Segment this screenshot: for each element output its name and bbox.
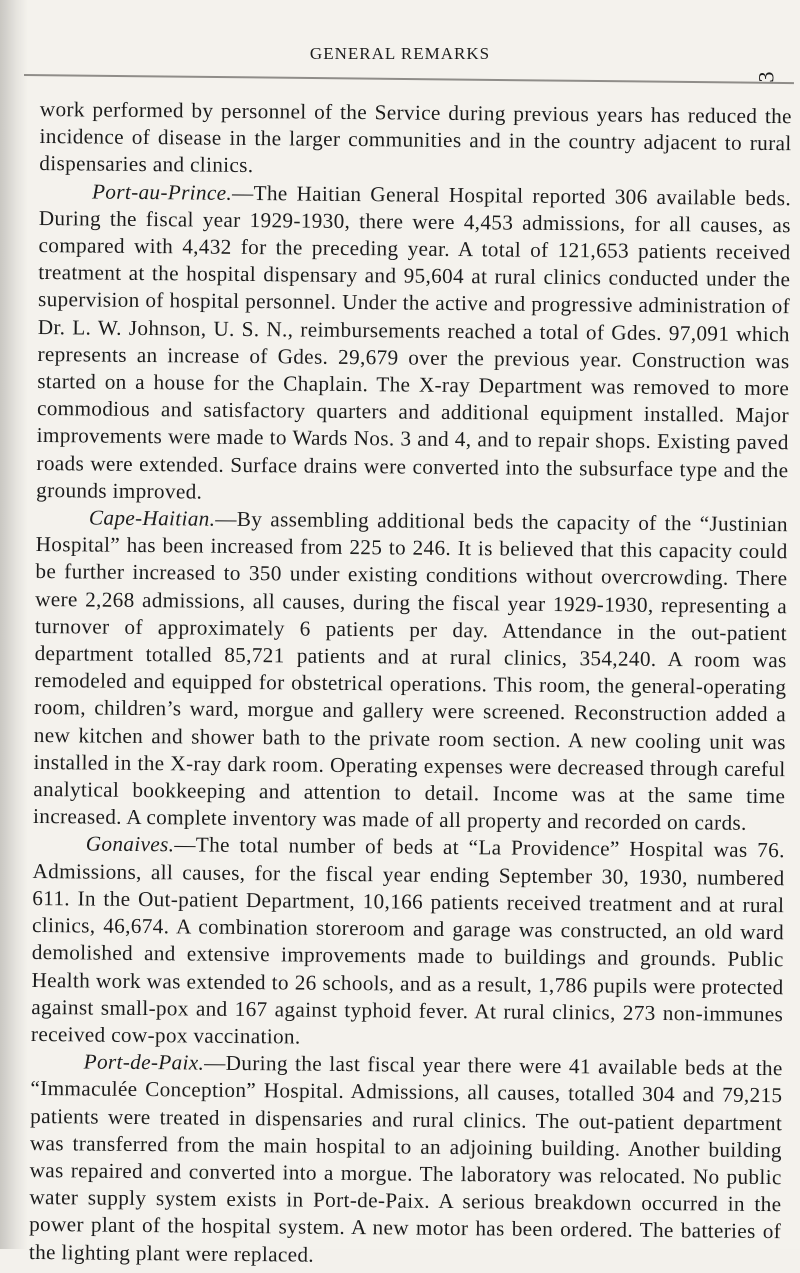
place-heading: Gonaives. (85, 831, 175, 857)
body-text (29, 96, 792, 1273)
place-heading: Cape-Haitian. (88, 505, 216, 531)
place-heading: Port-de-Paix. (83, 1049, 205, 1075)
place-heading: Port-au-Prince. (91, 179, 233, 205)
page-number: 3 (753, 71, 779, 83)
paragraph-gonaives (31, 830, 785, 1055)
paragraph-port-au-prince (36, 178, 791, 512)
paragraph-cape-haitian (33, 504, 788, 838)
paragraph-text: —The Haitian General Hospital reported 306 available beds. During the fiscal year 1929-1930, there were 4,453 admissions, for all causes, as compared with 4,432 for the preceding year. A total of 121,653 patients received treatment at the hospital dispensary and 95,604 at rural clinics conducted under the supervision of hospital personnel. Under the active and progressive administration of Dr. L. W. Johnson, U. S. N., reimbursements reached a total of Gdes. 97,091 which represents an increase of Gdes. 29,679 over the previous year. Construction was started on a house for the Chaplain. The X-ray Department was removed to more commodious and satisfactory quarters and additional equipment installed. Major improvements were made to Wards Nos. 3 and 4, and to repair shops. Existing paved roads were extended. Surface drains were converted into the subsurface type and the grounds improved. (36, 180, 792, 504)
page-header (0, 0, 800, 83)
paragraph-continuation (39, 96, 792, 185)
paragraph-text: work performed by personnel of the Service during previous years has reduced the incidence of disease in the larger communities and in the country adjacent to rural dispensaries and clinics. (39, 96, 792, 178)
paragraph-text: —By assembling additional beds the capacity of the “Justinian Hospital” has been increased from 225 to 246. It is believed that this capacity could be further increased to 350 under existing conditions without overcrowding. There were 2,268 admissions, all causes, during the fiscal year 1929-1930, representing a turnover of approximately 6 patients per day. Attendance in the out-patient department totalled 85,721 patients and at rural clinics, 354,240. A room was remodeled and equipped for obstetrical operations. This room, the general-operating room, children’s ward, morgue and gallery were screened. Reconstruction added a new kitchen and shower bath to the private room section. A new cooling unit was installed in the X-ray dark room. Operating expenses were decreased through careful analytical bookkeeping and attention to detail. Income was at the same time increased. A complete inventory was made of all property and recorded on cards. (32, 506, 789, 836)
running-head: GENERAL REMARKS (309, 44, 491, 63)
paragraph-text: —The total number of beds at “La Providence” Hospital was 76. Admissions, all causes, for the fiscal year ending September 30, 1930, numbered 611. In the Out-patient Department, 10,166 patients received treatment and at rural clinics, 46,674. A combination storeroom and garage was constructed, an old ward demolished and extensive improvements made to buildings and grounds. Public Health work was extended to 26 schools, and as a result, 1,786 pupils were protected against small-pox and 167 against typhoid fever. At rural clinics, 273 non-immunes received cow-pox vaccination. (30, 832, 785, 1049)
paragraph-port-de-paix (29, 1048, 783, 1273)
paragraph-text: —During the last fiscal year there were 41 available beds at the “Immaculée Conception” Hospital. Admissions, all causes, totalled 304 and 79,215 patients were treated in dispensaries and rural clinics. The out-patient department was transferred from the main hospital to an adjoining building. Another building was repaired and converted into a morgue. The laboratory was relocated. No public water supply system exists in Port-de-Paix. A serious breakdown occurred in the power plant of the hospital system. A new motor has been ordered. The batteries of the lighting plant were replaced. (28, 1050, 783, 1267)
header-rule (24, 71, 794, 84)
page-gutter-shadow (0, 0, 28, 1249)
